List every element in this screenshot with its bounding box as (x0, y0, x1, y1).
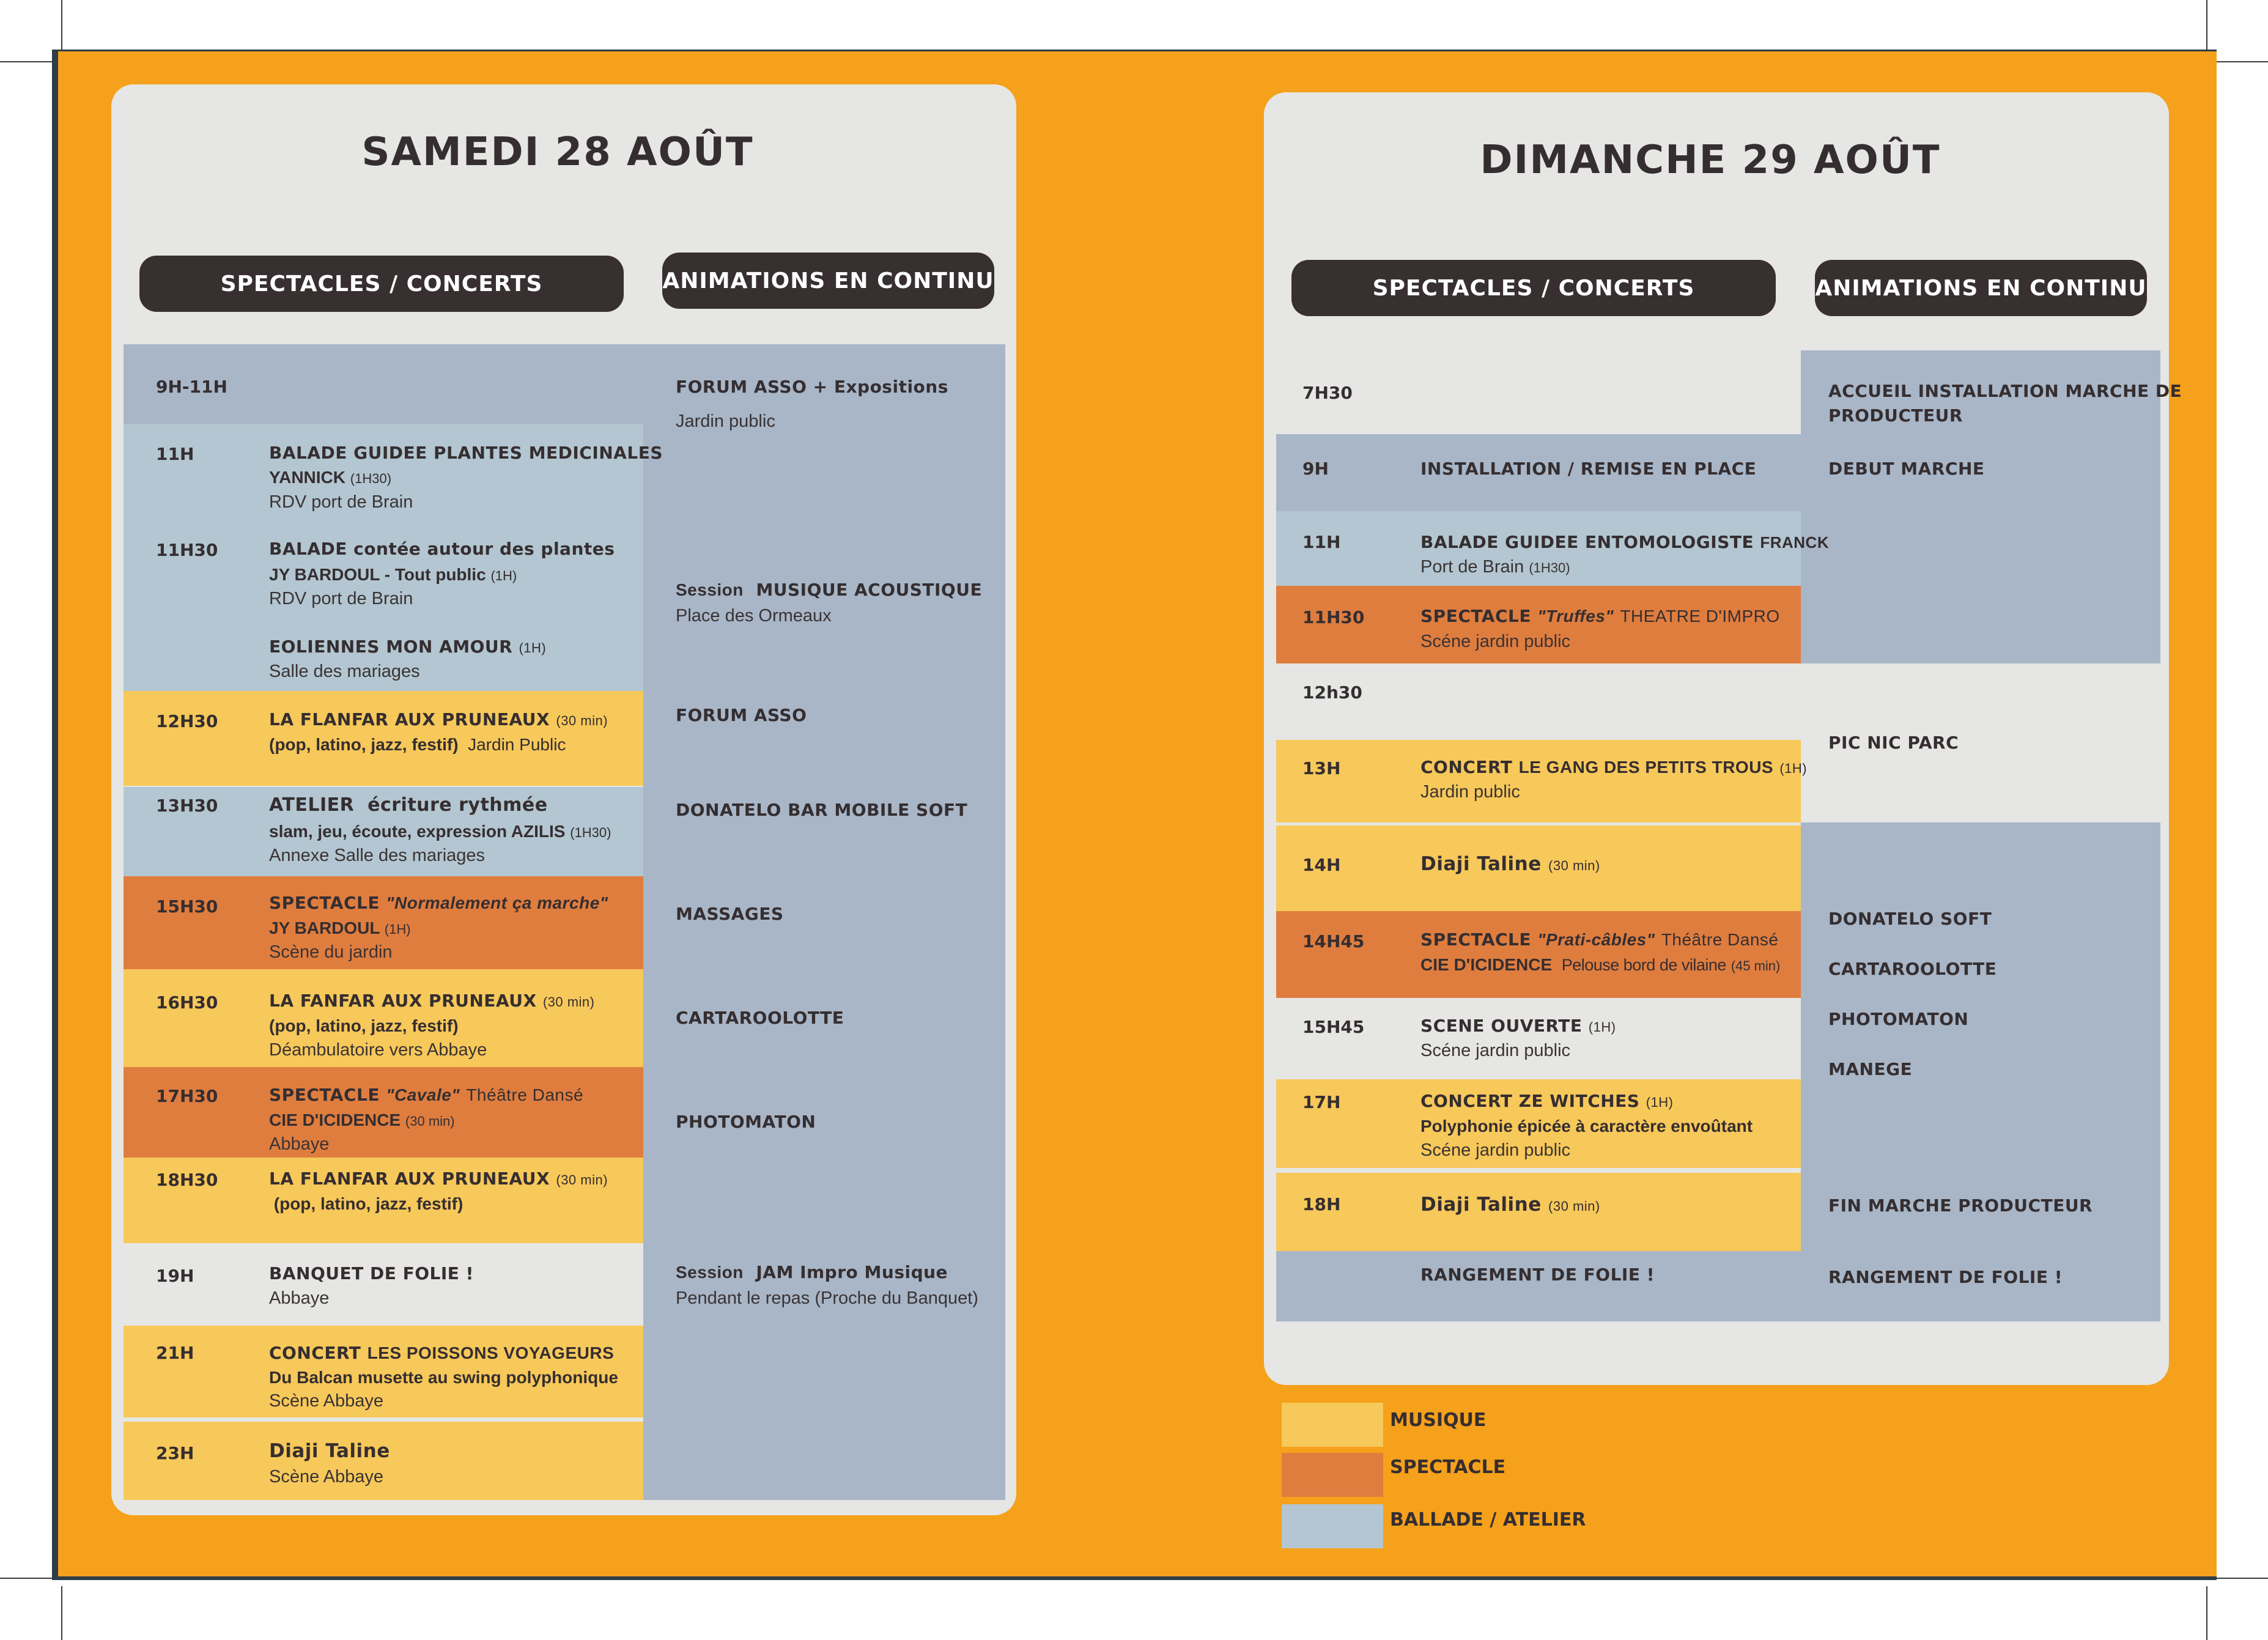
event-title: SPECTACLE "Cavale" Théâtre Dansé (269, 1085, 584, 1105)
crop-mark (2213, 1578, 2268, 1579)
time-label: 14H45 (1302, 931, 1365, 951)
time-label: 17H30 (156, 1086, 218, 1106)
animation-place: Place des Ormeaux (676, 606, 832, 626)
animation-title: FORUM ASSO + Expositions (676, 377, 948, 397)
animation-place: Pendant le repas (Proche du Banquet) (676, 1288, 978, 1308)
event-title: CONCERT LES POISSONS VOYAGEURS (269, 1343, 615, 1363)
time-label: 12h30 (1302, 682, 1362, 703)
animation-place: Jardin public (676, 412, 775, 431)
event-place: Abbaye (269, 1134, 330, 1154)
sunday-row-13h (1276, 740, 1801, 822)
animation-title: PIC NIC PARC (1828, 733, 1959, 753)
time-label: 11H30 (1302, 607, 1365, 627)
event-title: CONCERT ZE WITCHES (1H) (1420, 1091, 1674, 1111)
animation-title: ACCUEIL INSTALLATION MARCHE DE (1828, 381, 2182, 401)
crop-mark (2206, 1586, 2207, 1640)
sunday-row-730 (1276, 350, 1801, 434)
event-detail: JY BARDOUL (1H) (269, 918, 411, 937)
animation-title: DONATELO SOFT (1828, 909, 1992, 929)
page-edge (52, 1576, 2217, 1580)
event-title: EOLIENNES MON AMOUR (1H) (269, 637, 547, 657)
legend-music-label: MUSIQUE (1390, 1409, 1487, 1431)
sunday-col-left-header: SPECTACLES / CONCERTS (1291, 260, 1776, 316)
event-title: BALADE GUIDEE PLANTES MEDICINALES (269, 443, 663, 463)
event-place: Jardin public (1420, 782, 1520, 802)
animation-title: DEBUT MARCHE (1828, 459, 1985, 479)
event-place: Scéne jardin public (1420, 1041, 1571, 1060)
time-label: 18H (1302, 1194, 1341, 1214)
crop-mark (2213, 61, 2268, 62)
event-detail: slam, jeu, écoute, expression AZILIS (1H30) (269, 822, 611, 841)
saturday-title: SAMEDI 28 AOÛT (361, 130, 754, 175)
event-detail: (pop, latino, jazz, festif) (269, 1016, 459, 1035)
time-label: 13H (1302, 758, 1341, 778)
legend-show-swatch (1282, 1453, 1383, 1497)
time-label: 16H30 (156, 992, 218, 1013)
crop-mark (0, 61, 55, 62)
event-place: Scéne jardin public (1420, 1140, 1571, 1160)
event-detail: CIE D'ICIDENCE Pelouse bord de vilaine (45 min) (1420, 955, 1781, 974)
event-title: RANGEMENT DE FOLIE ! (1420, 1265, 1655, 1285)
animation-title: RANGEMENT DE FOLIE ! (1828, 1267, 2063, 1287)
event-title: BANQUET DE FOLIE ! (269, 1263, 474, 1284)
event-title: INSTALLATION / REMISE EN PLACE (1420, 459, 1757, 479)
time-label: 11H30 (156, 540, 218, 560)
event-title: SPECTACLE "Prati-câbles" Théâtre Dansé (1420, 929, 1779, 950)
crop-mark (0, 1578, 55, 1579)
animation-title: PHOTOMATON (1828, 1009, 1969, 1029)
event-place: Scène Abbaye (269, 1467, 384, 1487)
time-label: 21H (156, 1343, 194, 1363)
sunday-title: DIMANCHE 29 AOÛT (1480, 138, 1941, 183)
event-title: BALADE GUIDEE ENTOMOLOGISTE FRANCK (1420, 532, 1830, 552)
event-title: Diaji Taline (269, 1440, 390, 1462)
event-title: CONCERT LE GANG DES PETITS TROUS (1H) (1420, 757, 1808, 777)
animation-title: MASSAGES (676, 904, 784, 924)
animation-title: Session JAM Impro Musique (676, 1262, 948, 1282)
event-detail: Polyphonie épicée à caractère envoûtant (1420, 1117, 1753, 1136)
legend-walk-label: BALLADE / ATELIER (1390, 1509, 1586, 1531)
event-title: BALADE contée autour des plantes (269, 539, 615, 559)
time-label: 18H30 (156, 1170, 218, 1190)
event-title: LA FLANFAR AUX PRUNEAUX (30 min) (269, 1169, 608, 1189)
event-place: Scéne jardin public (1420, 632, 1571, 651)
page-edge (52, 50, 2217, 51)
animation-title: FIN MARCHE PRODUCTEUR (1828, 1195, 2093, 1216)
saturday-col-right-header: ANIMATIONS EN CONTINU (662, 253, 994, 309)
animation-title: Session MUSIQUE ACOUSTIQUE (676, 580, 983, 600)
event-place: Scène Abbaye (269, 1391, 384, 1411)
time-label: 11H (1302, 532, 1341, 552)
page-edge (52, 51, 58, 1578)
time-label: 15H30 (156, 896, 218, 917)
time-label: 14H (1302, 855, 1341, 875)
crop-mark (61, 1586, 62, 1640)
event-title: SPECTACLE "Truffes" THEATRE D'IMPRO (1420, 606, 1780, 626)
legend-music-swatch (1282, 1403, 1383, 1447)
event-title: ATELIER écriture rythmée (269, 794, 548, 816)
event-place: RDV port de Brain (269, 589, 413, 608)
animation-title: CARTAROOLOTTE (676, 1008, 844, 1028)
crop-mark (61, 0, 62, 54)
time-label: 19H (156, 1266, 194, 1286)
time-label: 17H (1302, 1092, 1341, 1112)
event-place: Abbaye (269, 1288, 330, 1308)
time-label: 23H (156, 1443, 194, 1463)
event-title: SCENE OUVERTE (1H) (1420, 1016, 1616, 1036)
animation-title: PHOTOMATON (676, 1112, 816, 1132)
event-place: Scène du jardin (269, 942, 393, 962)
event-place: Annexe Salle des mariages (269, 846, 486, 865)
sunday-col-right-header: ANIMATIONS EN CONTINU (1815, 260, 2147, 316)
crop-mark (2206, 0, 2207, 54)
saturday-col-left-header: SPECTACLES / CONCERTS (139, 256, 624, 312)
legend-walk-swatch (1282, 1504, 1383, 1548)
event-title: LA FLANFAR AUX PRUNEAUX (30 min) (269, 709, 608, 730)
time-label: 15H45 (1302, 1017, 1365, 1037)
event-title: LA FANFAR AUX PRUNEAUX (30 min) (269, 991, 595, 1011)
animation-title: DONATELO BAR MOBILE SOFT (676, 800, 968, 820)
event-detail: YANNICK (1H30) (269, 468, 392, 487)
event-title: SPECTACLE "Normalement ça marche" (269, 893, 608, 913)
event-place: RDV port de Brain (269, 492, 413, 512)
event-place: Salle des mariages (269, 662, 420, 681)
event-place: Déambulatoire vers Abbaye (269, 1040, 487, 1060)
sunday-row-rangement (1276, 1251, 1801, 1321)
time-label: 7H30 (1302, 383, 1353, 403)
sunday-row-1545 (1276, 998, 1801, 1079)
animation-title: PRODUCTEUR (1828, 405, 1963, 426)
event-detail: (pop, latino, jazz, festif) (269, 1194, 464, 1213)
time-label: 9H-11H (156, 377, 227, 397)
time-label: 13H30 (156, 796, 218, 816)
event-title: Diaji Taline (30 min) (1420, 1194, 1600, 1216)
time-label: 11H (156, 444, 194, 464)
animation-title: CARTAROOLOTTE (1828, 959, 1997, 979)
event-detail: JY BARDOUL - Tout public (1H) (269, 565, 517, 584)
event-title: Diaji Taline (30 min) (1420, 853, 1600, 875)
animation-title: MANEGE (1828, 1059, 1913, 1079)
time-label: 12H30 (156, 711, 218, 731)
legend-show-label: SPECTACLE (1390, 1457, 1506, 1478)
event-detail: Du Balcan musette au swing polyphonique (269, 1368, 618, 1387)
time-label: 9H (1302, 459, 1329, 479)
animation-title: FORUM ASSO (676, 705, 807, 725)
sunday-row-1445 (1276, 911, 1801, 998)
event-detail: (pop, latino, jazz, festif) Jardin Public (269, 735, 566, 754)
event-detail: CIE D'ICIDENCE (30 min) (269, 1110, 455, 1129)
event-place: Port de Brain (1H30) (1420, 557, 1570, 577)
